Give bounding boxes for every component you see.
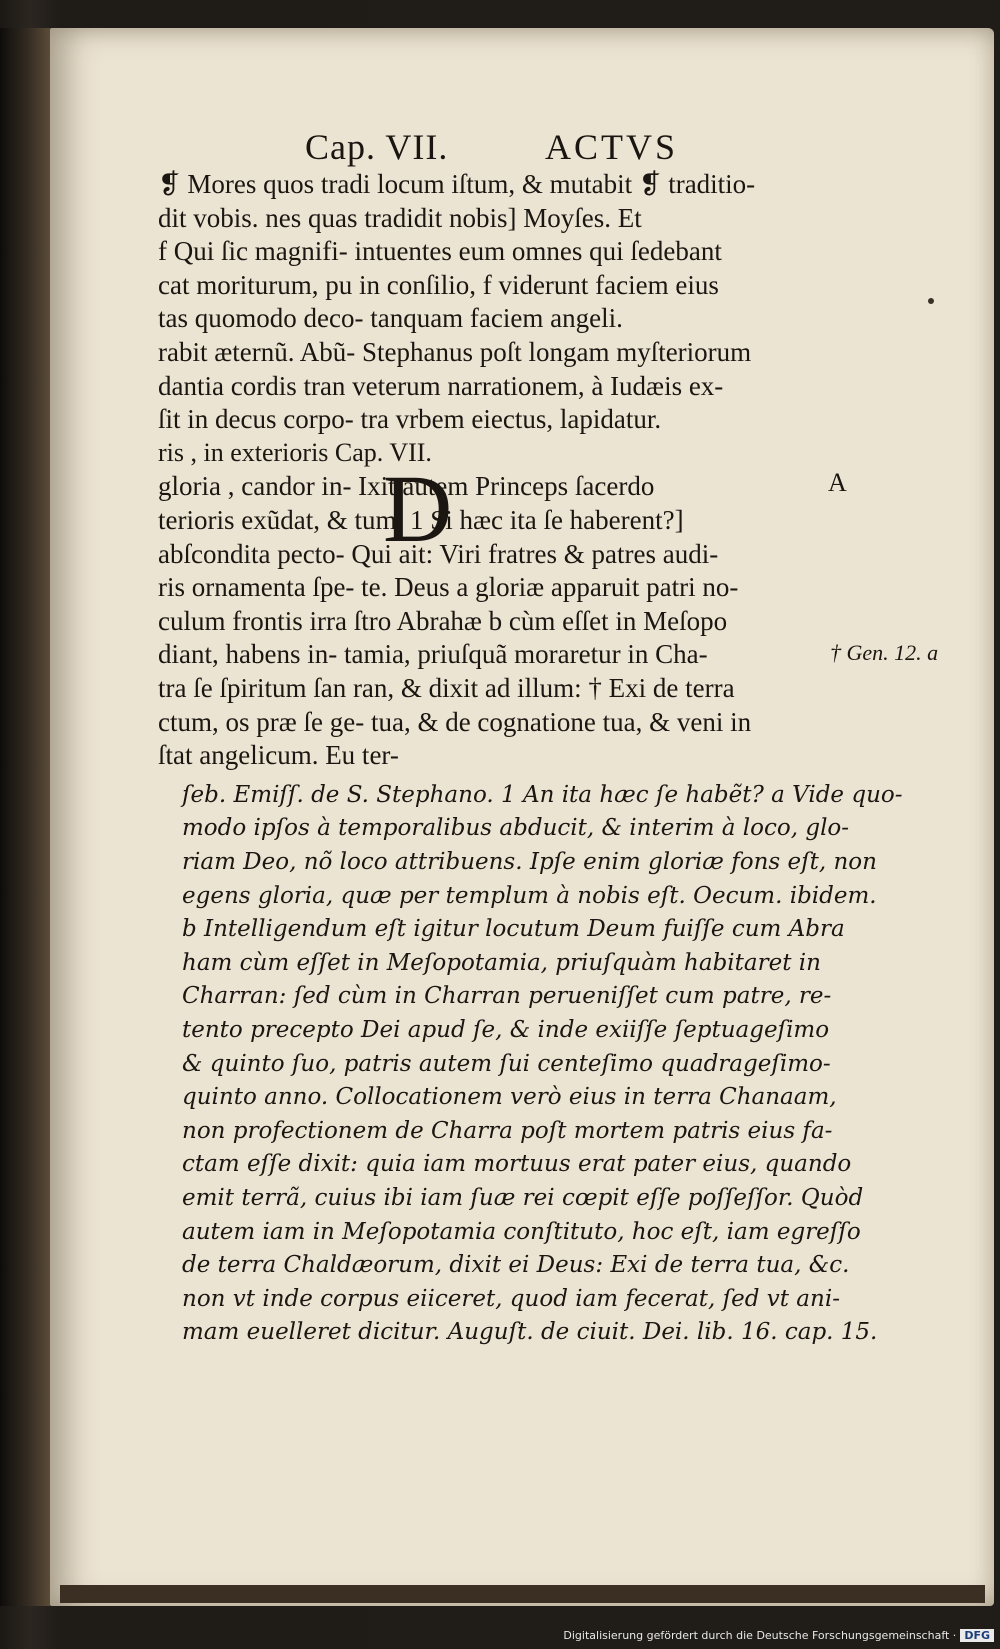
digitization-credit [563, 1629, 994, 1645]
text-line: ctam eſſe dixit: quia iam mortuus erat pater eius, quando [182, 1151, 852, 1178]
dfg-logo: DFG [960, 1629, 994, 1642]
text-line: gloria , candor in- Ixit autem Princeps ſacerdo [158, 471, 655, 502]
text-line: quinto anno. Collocationem verò eius in terra Chanaam, [182, 1084, 837, 1111]
text-line: b Intelligendum eſt igitur locutum Deum fuiſſe cum Abra [182, 916, 845, 943]
text-line: & quinto ſuo, patris autem ſui centeſimo quadrageſimo- [182, 1050, 831, 1077]
text-line: mam euelleret dicitur. Auguſt. de ciuit. Dei. lib. 16. cap. 15. [182, 1319, 878, 1346]
margin-letter-a: A [828, 468, 847, 497]
paper-speck [928, 298, 934, 304]
text-line: ham cùm eſſet in Meſopotamia, priuſquàm habitaret in [182, 949, 821, 976]
text-line: ris ornamenta ſpe- te. Deus a gloriæ apparuit patri no- [158, 572, 739, 603]
credit-text: Digitalisierung gefördert durch die Deutsche Forschungsgemeinschaft · [563, 1629, 957, 1642]
text-line: abſcondita pecto- Qui ait: Viri fratres & patres audi- [158, 538, 719, 569]
book-title: ACTVS [545, 127, 679, 167]
text-line: ſit in decus corpo- tra vrbem eiectus, lapidatur. [158, 404, 662, 435]
text-line: modo ipſos à temporalibus abducit, & interim à loco, glo- [182, 815, 850, 842]
text-line: rabit æternũ. Abũ- Stephanus poſt longam myſteriorum [158, 337, 752, 367]
book-spine [0, 28, 50, 1606]
text-line: ſeb. Emiſſ. de S. Stephano. 1 An ita hæc ſe habẽt? a Vide quo- [182, 781, 903, 808]
text-line: autem iam in Meſopotamia conſtituto, hoc eſt, iam egreſſo [182, 1218, 861, 1245]
text-line: non profectionem de Charra poſt mortem patris eius fa- [182, 1117, 833, 1144]
text-line: dantia cordis tran veterum narrationem, à Iudæis ex- [158, 370, 724, 401]
text-line: emit terrã, cuius ibi iam ſuæ rei cœpit eſſe poſſeſſor. Quòd [182, 1185, 864, 1211]
text-line: tento precepto Dei apud ſe, & inde exiiſſe ſeptuageſimo [182, 1017, 830, 1043]
text-line: riam Deo, nõ loco attribuens. Ipſe enim gloriæ fons eſt, non [182, 849, 877, 875]
text-line: ris , in exterioris Cap. VII. [158, 437, 432, 467]
text-line: dit vobis. nes quas tradidit nobis] Moyſes. Et [158, 202, 642, 233]
text-line: cat moriturum, pu in conſilio, f viderunt faciem eius [158, 269, 719, 300]
text-line: diant, habens in- tamia, priuſquã moraretur in Cha- [158, 639, 708, 670]
text-line: terioris exũdat, & tum. 1 Si hæc ita ſe haberent?] [158, 505, 684, 535]
text-line: ❡ Mores quos tradi locum iſtum, & mutabit ❡ traditio- [158, 169, 756, 199]
text-line: egens gloria, quæ per templum à nobis eſt. Oecum. ibidem. [182, 882, 877, 909]
text-line: ſtat angelicum. Eu ter- [158, 740, 399, 771]
text-line: tas quomodo deco- tanquam faciem angeli. [158, 303, 623, 334]
text-line: tra ſe ſpiritum ſan ran, & dixit ad illum: † Exi de terra [158, 673, 735, 703]
text-line: de terra Chaldæorum, dixit ei Deus: Exi de terra tua, &c. [182, 1252, 850, 1279]
drop-cap-initial: D [383, 455, 453, 562]
text-line: non vt inde corpus eiiceret, quod iam fecerat, ſed vt ani- [182, 1285, 840, 1312]
text-line: ctum, os præ ſe ge- tua, & de cognatione tua, & veni in [158, 706, 752, 737]
text-line: Charran: ſed cùm in Charran perueniſſet cum patre, re- [182, 983, 832, 1010]
margin-reference: † Gen. 12. a [830, 640, 939, 665]
page-bottom-edge [60, 1585, 985, 1603]
text-line: culum frontis irra ſtro Abrahæ b cùm eſſet in Meſopo [158, 605, 728, 636]
text-line: f Qui ſic magnifi- intuentes eum omnes qui ſedebant [158, 236, 722, 267]
chapter-heading: Cap. VII. [305, 127, 449, 167]
running-head [305, 126, 725, 170]
